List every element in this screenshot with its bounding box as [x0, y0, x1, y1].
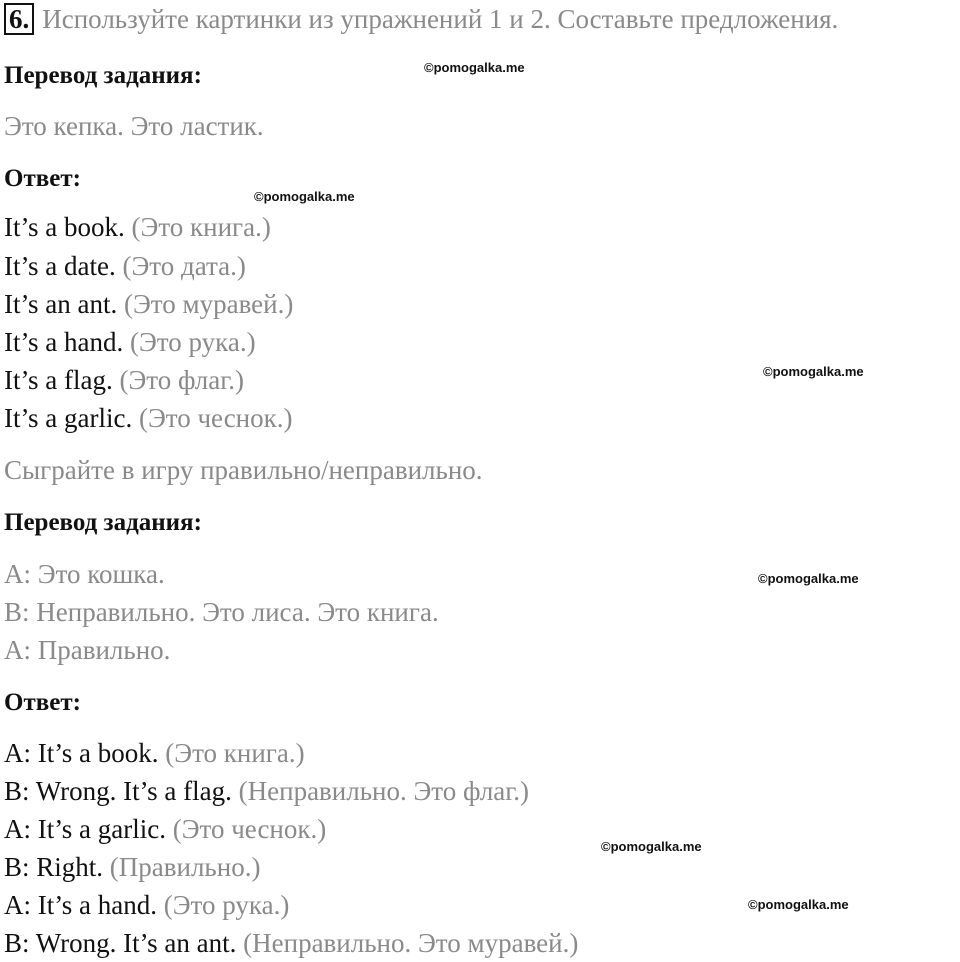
answer-en: B: Wrong. It’s an ant.: [4, 928, 237, 958]
answer-ru: (Это книга.): [165, 738, 305, 768]
translation-text-1: Это кепка. Это ластик.: [4, 111, 264, 141]
watermark: ©pomogalka.me: [424, 60, 525, 75]
watermark: ©pomogalka.me: [763, 364, 864, 379]
dialogue-line: [4, 812, 326, 846]
answer-ru: (Это чеснок.): [138, 403, 293, 433]
answer-en: A: It’s a garlic.: [4, 814, 166, 844]
answer-line: [4, 210, 271, 244]
answer-ru: (Это флаг.): [119, 365, 245, 395]
dialogue-line: [4, 850, 260, 884]
answer-ru: (Это рука.): [163, 890, 290, 920]
answer-en: It’s a garlic.: [4, 403, 133, 433]
answer-en: It’s a flag.: [4, 365, 113, 395]
answer-en: A: It’s a hand.: [4, 890, 157, 920]
answer-en: B: Wrong. It’s a flag.: [4, 776, 232, 806]
answer-en: It’s a date.: [4, 251, 116, 281]
game-intro: Сыграйте в игру правильно/неправильно.: [4, 455, 483, 485]
task-header: [4, 2, 838, 36]
answer-ru: (Это дата.): [122, 251, 246, 281]
translation-line: A: Правильно.: [4, 635, 171, 665]
task-number: 6.: [4, 3, 34, 35]
answer-ru: (Это книга.): [131, 212, 271, 242]
answer-line: [4, 249, 246, 283]
watermark: ©pomogalka.me: [748, 897, 849, 912]
dialogue-line: [4, 774, 529, 808]
answer-heading-2: Ответ:: [4, 689, 81, 716]
task-instruction: Используйте картинки из упражнений 1 и 2. Составьте предложения.: [42, 4, 839, 34]
answer-ru: (Это рука.): [129, 327, 256, 357]
watermark: ©pomogalka.me: [758, 571, 859, 586]
translation-line: A: Это кошка.: [4, 559, 165, 589]
watermark: ©pomogalka.me: [254, 189, 355, 204]
answer-line: [4, 363, 244, 397]
answer-en: It’s a hand.: [4, 327, 124, 357]
answer-en: A: It’s a book.: [4, 738, 159, 768]
answer-ru: (Правильно.): [109, 852, 261, 882]
answer-ru: (Неправильно. Это муравей.): [243, 928, 579, 958]
answer-line: [4, 287, 293, 321]
dialogue-line: [4, 888, 289, 922]
answer-ru: (Неправильно. Это флаг.): [238, 776, 530, 806]
answer-en: B: Right.: [4, 852, 104, 882]
answer-en: It’s a book.: [4, 212, 125, 242]
answer-ru: (Это муравей.): [123, 289, 294, 319]
translation-heading-1: Перевод задания:: [4, 62, 202, 89]
translation-line: B: Неправильно. Это лиса. Это книга.: [4, 597, 439, 627]
dialogue-line: [4, 926, 578, 960]
translation-heading-2: Перевод задания:: [4, 509, 202, 536]
answer-heading-1: Ответ:: [4, 165, 81, 192]
answer-line: [4, 401, 293, 435]
answer-line: [4, 325, 256, 359]
dialogue-line: [4, 736, 305, 770]
answer-en: It’s an ant.: [4, 289, 118, 319]
watermark: ©pomogalka.me: [601, 839, 702, 854]
answer-ru: (Это чеснок.): [172, 814, 327, 844]
